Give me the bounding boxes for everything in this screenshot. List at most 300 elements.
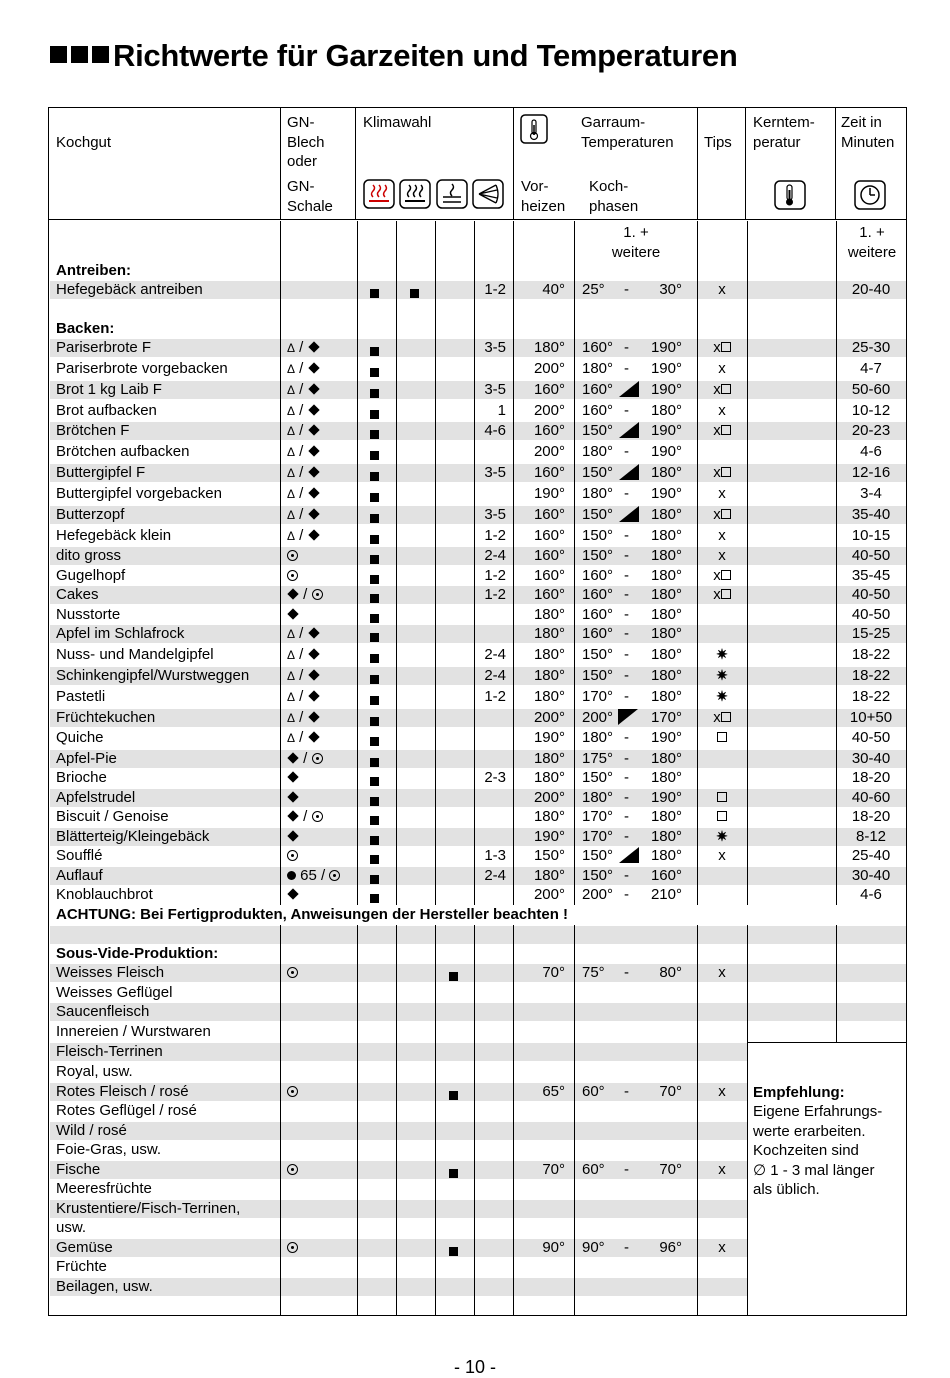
klima-combi-marker bbox=[449, 1087, 458, 1105]
ramp-down-icon bbox=[618, 709, 638, 727]
klima-heat-marker bbox=[370, 447, 379, 465]
page-title bbox=[50, 38, 737, 74]
phase-separator: - bbox=[624, 789, 629, 806]
header-vorheizen: Vor- heizen bbox=[521, 178, 566, 215]
gn-symbol bbox=[287, 789, 299, 806]
shelf-count: 2-4 bbox=[484, 867, 506, 884]
gn-symbol bbox=[287, 547, 298, 564]
shelf-count: 1-2 bbox=[484, 586, 506, 603]
phase-start-temp: 160° bbox=[582, 586, 614, 603]
phase-start-temp: 90° bbox=[582, 1239, 605, 1256]
ramp-up-icon bbox=[619, 422, 639, 440]
row-name: dito gross bbox=[56, 547, 122, 564]
phase-end-temp: 190° bbox=[650, 360, 682, 377]
preheat-temp: 160° bbox=[533, 547, 565, 564]
page-title-text: Richtwerte für Garzeiten und Temperaturen bbox=[113, 38, 738, 73]
preheat-temp: 70° bbox=[542, 964, 565, 981]
tip-marker: x bbox=[718, 1239, 726, 1256]
gn-symbol bbox=[287, 964, 298, 981]
row-name: Buttergipfel F bbox=[56, 464, 146, 481]
row-name: Fleisch-Terrinen bbox=[56, 1043, 163, 1060]
shelf-count: 1-2 bbox=[484, 688, 506, 705]
preheat-temp: 200° bbox=[533, 886, 565, 903]
phase-start-temp: 150° bbox=[582, 867, 614, 884]
phase-end-temp: 190° bbox=[650, 789, 682, 806]
klima-heat-marker bbox=[370, 793, 379, 811]
gn-symbol: Δ / bbox=[287, 646, 320, 664]
shelf-count: 4-6 bbox=[484, 422, 506, 439]
phase-start-temp: 180° bbox=[582, 485, 614, 502]
phase-separator: - bbox=[624, 281, 629, 298]
row-stripe bbox=[50, 750, 906, 768]
core-thermometer-icon bbox=[774, 180, 806, 210]
time-minutes: 25-40 bbox=[851, 847, 891, 864]
time-minutes: 18-20 bbox=[851, 769, 891, 786]
phase-separator: - bbox=[624, 625, 629, 642]
klima-heat-marker bbox=[370, 590, 379, 608]
gn-symbol: Δ / bbox=[287, 402, 320, 420]
empfehlung-line: ∅ 1 - 3 mal länger bbox=[753, 1162, 875, 1179]
time-minutes: 4-6 bbox=[860, 443, 882, 460]
phase-start-temp: 170° bbox=[582, 828, 614, 845]
preheat-temp: 90° bbox=[542, 1239, 565, 1256]
row-stripe bbox=[50, 964, 906, 982]
preheat-temp: 160° bbox=[533, 464, 565, 481]
preheat-temp: 180° bbox=[533, 625, 565, 642]
preheat-temp: 160° bbox=[533, 527, 565, 544]
klima-heat-marker bbox=[370, 692, 379, 710]
column-line bbox=[280, 221, 281, 1315]
phase-start-temp: 200° bbox=[582, 709, 614, 726]
phase-separator: - bbox=[624, 567, 629, 584]
header-column-line bbox=[835, 107, 836, 220]
gn-symbol: Δ / bbox=[287, 729, 320, 747]
shelf-count: 1-3 bbox=[484, 847, 506, 864]
phase-end-temp: 190° bbox=[650, 422, 682, 439]
phase-separator: - bbox=[624, 606, 629, 623]
time-minutes: 30-40 bbox=[851, 750, 891, 767]
phase-start-temp: 200° bbox=[582, 886, 614, 903]
time-minutes: 10-12 bbox=[851, 402, 891, 419]
gn-symbol: Δ / bbox=[287, 381, 320, 399]
klima-heat-marker bbox=[370, 812, 379, 830]
row-name: Weisses Geflügel bbox=[56, 984, 173, 1001]
phase-end-temp: 180° bbox=[650, 567, 682, 584]
preheat-temp: 180° bbox=[533, 339, 565, 356]
klima-heat-marker bbox=[370, 773, 379, 791]
shelf-count: 1-2 bbox=[484, 281, 506, 298]
phase-end-temp: 180° bbox=[650, 586, 682, 603]
phase-start-temp: 75° bbox=[582, 964, 605, 981]
preheat-temp: 180° bbox=[533, 606, 565, 623]
ramp-up-icon bbox=[619, 506, 639, 524]
subheader-zeit: 1. + weitere bbox=[847, 224, 897, 261]
time-minutes: 12-16 bbox=[851, 464, 891, 481]
klima-heat-marker bbox=[370, 610, 379, 628]
phase-separator: - bbox=[624, 443, 629, 460]
row-stripe bbox=[50, 926, 906, 944]
tip-marker bbox=[692, 789, 752, 806]
combi-mode-icon bbox=[436, 179, 468, 209]
tip-marker: x bbox=[718, 485, 726, 502]
row-name: usw. bbox=[56, 1219, 87, 1236]
time-minutes: 4-7 bbox=[860, 360, 882, 377]
time-minutes: 40-50 bbox=[851, 547, 891, 564]
header-gn-blech: GN- Blech oder bbox=[287, 114, 325, 170]
tip-marker: x bbox=[692, 506, 752, 523]
klima-heat-marker bbox=[370, 571, 379, 589]
header-garraum: Garraum- Temperaturen bbox=[581, 114, 674, 151]
phase-separator: - bbox=[624, 339, 629, 356]
row-name: Quiche bbox=[56, 729, 104, 746]
klima-heat-marker bbox=[370, 406, 379, 424]
gn-symbol bbox=[287, 567, 298, 584]
time-minutes: 4-6 bbox=[860, 886, 882, 903]
row-name: Brot aufbacken bbox=[56, 402, 157, 419]
row-name: Früchte bbox=[56, 1258, 107, 1275]
tip-marker bbox=[692, 729, 752, 746]
shelf-count: 1-2 bbox=[484, 527, 506, 544]
ramp-up-icon bbox=[619, 847, 639, 865]
preheat-temp: 65° bbox=[542, 1083, 565, 1100]
gn-symbol: Δ / bbox=[287, 485, 320, 503]
time-minutes: 15-25 bbox=[851, 625, 891, 642]
phase-end-temp: 30° bbox=[659, 281, 682, 298]
klima-combi-marker bbox=[449, 968, 458, 986]
row-name: Brötchen aufbacken bbox=[56, 443, 190, 460]
klima-heat-marker bbox=[370, 385, 379, 403]
phase-end-temp: 190° bbox=[650, 339, 682, 356]
time-minutes: 50-60 bbox=[851, 381, 891, 398]
row-name: Gemüse bbox=[56, 1239, 113, 1256]
phase-separator: - bbox=[624, 485, 629, 502]
tip-marker: x bbox=[718, 1083, 726, 1100]
time-minutes: 18-22 bbox=[851, 688, 891, 705]
header-rule bbox=[48, 219, 907, 220]
phase-end-temp: 180° bbox=[650, 464, 682, 481]
phase-start-temp: 150° bbox=[582, 464, 614, 481]
phase-separator: - bbox=[624, 586, 629, 603]
header-column-line bbox=[745, 107, 746, 220]
gn-symbol: Δ / bbox=[287, 422, 320, 440]
phase-start-temp: 150° bbox=[582, 769, 614, 786]
tip-marker: x bbox=[692, 339, 752, 356]
phase-start-temp: 160° bbox=[582, 606, 614, 623]
klima-heat-marker bbox=[370, 754, 379, 772]
gn-symbol: Δ / bbox=[287, 688, 320, 706]
tip-marker: x bbox=[718, 527, 726, 544]
row-name: Hefegebäck antreiben bbox=[56, 281, 203, 298]
row-name: Foie-Gras, usw. bbox=[56, 1141, 162, 1158]
phase-start-temp: 160° bbox=[582, 567, 614, 584]
gn-symbol: / bbox=[287, 586, 323, 603]
empfehlung-line: werte erarbeiten. bbox=[753, 1123, 866, 1140]
preheat-temp: 200° bbox=[533, 360, 565, 377]
time-minutes: 40-50 bbox=[851, 729, 891, 746]
shelf-count: 3-5 bbox=[484, 464, 506, 481]
time-minutes: 10-15 bbox=[851, 527, 891, 544]
shelf-count: 2-3 bbox=[484, 769, 506, 786]
row-name: Rotes Geflügel / rosé bbox=[56, 1102, 197, 1119]
phase-start-temp: 150° bbox=[582, 646, 614, 663]
header-column-line bbox=[513, 107, 514, 220]
row-name: Pariserbrote vorgebacken bbox=[56, 360, 228, 377]
empfehlung-line: Eigene Erfahrungs- bbox=[753, 1103, 883, 1120]
thermometer-oven-icon bbox=[519, 113, 549, 145]
gn-symbol bbox=[287, 886, 299, 903]
phase-start-temp: 60° bbox=[582, 1083, 605, 1100]
klima-combi-marker bbox=[449, 1165, 458, 1183]
header-klimawahl: Klimawahl bbox=[363, 114, 432, 131]
klima-heat-marker bbox=[370, 671, 379, 689]
gn-symbol: / bbox=[287, 808, 323, 825]
phase-separator: - bbox=[624, 867, 629, 884]
subheader-kochphasen: 1. + weitere bbox=[611, 224, 661, 261]
row-name: Wild / rosé bbox=[56, 1122, 127, 1139]
gn-symbol: Δ / bbox=[287, 667, 320, 685]
shelf-count: 2-4 bbox=[484, 646, 506, 663]
tip-marker: x bbox=[718, 360, 726, 377]
klima-heat-marker bbox=[370, 851, 379, 869]
column-line bbox=[435, 221, 436, 1315]
convection-mode-icon bbox=[472, 179, 504, 209]
phase-start-temp: 60° bbox=[582, 1161, 605, 1178]
clock-icon bbox=[854, 180, 886, 210]
gn-symbol: 65 / bbox=[287, 867, 340, 884]
time-minutes: 3-4 bbox=[860, 485, 882, 502]
row-name: Meeresfrüchte bbox=[56, 1180, 152, 1197]
row-name: Saucenfleisch bbox=[56, 1003, 150, 1020]
preheat-temp: 160° bbox=[533, 586, 565, 603]
phase-start-temp: 180° bbox=[582, 729, 614, 746]
row-stripe bbox=[50, 789, 906, 807]
phase-separator: - bbox=[624, 828, 629, 845]
tip-marker: ✷ bbox=[716, 646, 728, 662]
row-name: Hefegebäck klein bbox=[56, 527, 172, 544]
phase-start-temp: 160° bbox=[582, 402, 614, 419]
phase-end-temp: 180° bbox=[650, 828, 682, 845]
row-name: Krustentiere/Fisch-Terrinen, bbox=[56, 1200, 241, 1217]
header-column-line bbox=[697, 107, 698, 220]
preheat-temp: 160° bbox=[533, 381, 565, 398]
column-line bbox=[513, 221, 514, 1315]
phase-start-temp: 170° bbox=[582, 808, 614, 825]
column-line bbox=[357, 221, 358, 1315]
phase-start-temp: 150° bbox=[582, 527, 614, 544]
phase-end-temp: 170° bbox=[650, 709, 682, 726]
gn-symbol bbox=[287, 847, 298, 864]
phase-end-temp: 180° bbox=[650, 847, 682, 864]
section-achtung: ACHTUNG: Bei Fertigprodukten, Anweisungen der Hersteller beachten ! bbox=[56, 906, 569, 923]
column-line bbox=[574, 221, 575, 1315]
phase-start-temp: 170° bbox=[582, 688, 614, 705]
klima-combi-marker bbox=[449, 1243, 458, 1261]
time-minutes: 18-20 bbox=[851, 808, 891, 825]
phase-separator: - bbox=[624, 1239, 629, 1256]
header-column-line bbox=[280, 107, 281, 220]
phase-end-temp: 180° bbox=[650, 688, 682, 705]
gn-symbol bbox=[287, 1083, 298, 1100]
klima-heat-marker bbox=[370, 551, 379, 569]
tip-marker bbox=[692, 808, 752, 825]
phase-separator: - bbox=[624, 527, 629, 544]
time-minutes: 30-40 bbox=[851, 867, 891, 884]
shelf-count: 2-4 bbox=[484, 547, 506, 564]
preheat-temp: 190° bbox=[533, 729, 565, 746]
row-name: Pastetli bbox=[56, 688, 106, 705]
phase-end-temp: 180° bbox=[650, 527, 682, 544]
shelf-count: 1 bbox=[497, 402, 506, 419]
row-name: Buttergipfel vorgebacken bbox=[56, 485, 222, 502]
tip-marker: x bbox=[718, 547, 726, 564]
klima-heat-marker bbox=[370, 713, 379, 731]
klima-heat-marker bbox=[370, 426, 379, 444]
tip-marker: x bbox=[718, 847, 726, 864]
phase-separator: - bbox=[624, 667, 629, 684]
shelf-count: 2-4 bbox=[484, 667, 506, 684]
preheat-temp: 200° bbox=[533, 789, 565, 806]
time-minutes: 40-50 bbox=[851, 606, 891, 623]
empfehlung-title: Empfehlung: bbox=[753, 1084, 845, 1101]
phase-start-temp: 150° bbox=[582, 422, 614, 439]
ramp-up-icon bbox=[619, 464, 639, 482]
klima-heat-marker bbox=[370, 629, 379, 647]
gn-symbol bbox=[287, 1239, 298, 1256]
phase-start-temp: 160° bbox=[582, 381, 614, 398]
phase-separator: - bbox=[624, 360, 629, 377]
phase-end-temp: 190° bbox=[650, 485, 682, 502]
row-name: Biscuit / Genoise bbox=[56, 808, 169, 825]
klima-heat-marker bbox=[370, 489, 379, 507]
row-name: Beilagen, usw. bbox=[56, 1278, 153, 1295]
row-name: Apfel-Pie bbox=[56, 750, 117, 767]
time-minutes: 10+50 bbox=[849, 709, 893, 726]
tip-marker: x bbox=[718, 402, 726, 419]
time-minutes: 35-45 bbox=[851, 567, 891, 584]
header-zeit: Zeit in Minuten bbox=[841, 114, 895, 151]
gn-symbol: Δ / bbox=[287, 506, 320, 524]
klima-heat-marker bbox=[370, 650, 379, 668]
shelf-count: 3-5 bbox=[484, 506, 506, 523]
phase-start-temp: 150° bbox=[582, 847, 614, 864]
phase-start-temp: 160° bbox=[582, 339, 614, 356]
klima-heat-marker bbox=[370, 510, 379, 528]
shelf-count: 1-2 bbox=[484, 567, 506, 584]
tip-marker: ✷ bbox=[716, 828, 728, 844]
phase-end-temp: 190° bbox=[650, 729, 682, 746]
row-name: Apfelstrudel bbox=[56, 789, 136, 806]
preheat-temp: 200° bbox=[533, 443, 565, 460]
preheat-temp: 180° bbox=[533, 688, 565, 705]
time-minutes: 25-30 bbox=[851, 339, 891, 356]
row-name: Brioche bbox=[56, 769, 107, 786]
shelf-count: 3-5 bbox=[484, 339, 506, 356]
empfehlung-line: als üblich. bbox=[753, 1181, 820, 1198]
tip-marker: ✷ bbox=[716, 688, 728, 704]
klima-heat-marker bbox=[370, 364, 379, 382]
preheat-temp: 160° bbox=[533, 567, 565, 584]
preheat-temp: 190° bbox=[533, 485, 565, 502]
phase-start-temp: 150° bbox=[582, 506, 614, 523]
phase-start-temp: 180° bbox=[582, 360, 614, 377]
header-column-line bbox=[355, 107, 356, 220]
row-name: Innereien / Wurstwaren bbox=[56, 1023, 211, 1040]
empfehlung-line: Kochzeiten sind bbox=[753, 1142, 859, 1159]
tip-marker: x bbox=[692, 586, 752, 603]
phase-start-temp: 180° bbox=[582, 789, 614, 806]
klima-heat-marker bbox=[370, 468, 379, 486]
phase-end-temp: 70° bbox=[659, 1083, 682, 1100]
phase-end-temp: 80° bbox=[659, 964, 682, 981]
gn-symbol: Δ / bbox=[287, 443, 320, 461]
row-name: Apfel im Schlafrock bbox=[56, 625, 185, 642]
preheat-temp: 180° bbox=[533, 646, 565, 663]
preheat-temp: 180° bbox=[533, 769, 565, 786]
section-antreiben: Antreiben: bbox=[56, 262, 131, 279]
phase-end-temp: 160° bbox=[650, 867, 682, 884]
header-kerntemperatur: Kerntem- peratur bbox=[753, 114, 815, 151]
row-name: Gugelhopf bbox=[56, 567, 126, 584]
row-name: Rotes Fleisch / rosé bbox=[56, 1083, 189, 1100]
steam-mode-icon bbox=[399, 179, 431, 209]
phase-end-temp: 180° bbox=[650, 646, 682, 663]
preheat-temp: 200° bbox=[533, 709, 565, 726]
klima-heat-marker bbox=[370, 531, 379, 549]
klima-heat-marker bbox=[370, 871, 379, 889]
ramp-up-icon bbox=[619, 381, 639, 399]
empfehlung-rule bbox=[747, 1042, 907, 1043]
gn-symbol bbox=[287, 1161, 298, 1178]
gn-symbol bbox=[287, 769, 299, 786]
phase-separator: - bbox=[624, 547, 629, 564]
phase-start-temp: 180° bbox=[582, 443, 614, 460]
section-backen: Backen: bbox=[56, 320, 115, 337]
preheat-temp: 180° bbox=[533, 667, 565, 684]
time-minutes: 18-22 bbox=[851, 646, 891, 663]
preheat-temp: 160° bbox=[533, 422, 565, 439]
tip-marker: x bbox=[718, 281, 726, 298]
header-kochphasen: Koch- phasen bbox=[589, 178, 639, 215]
preheat-temp: 150° bbox=[533, 847, 565, 864]
preheat-temp: 180° bbox=[533, 867, 565, 884]
shelf-count: 3-5 bbox=[484, 381, 506, 398]
phase-end-temp: 180° bbox=[650, 750, 682, 767]
phase-end-temp: 190° bbox=[650, 443, 682, 460]
tip-marker: x bbox=[692, 422, 752, 439]
klima-heat-marker bbox=[370, 832, 379, 850]
phase-separator: - bbox=[624, 688, 629, 705]
klima-heat-marker bbox=[370, 285, 379, 303]
column-line bbox=[396, 221, 397, 1315]
section-sousvide: Sous-Vide-Produktion: bbox=[56, 945, 219, 962]
row-name: Blätterteig/Kleingebäck bbox=[56, 828, 210, 845]
phase-end-temp: 180° bbox=[650, 808, 682, 825]
row-name: Weisses Fleisch bbox=[56, 964, 165, 981]
row-name: Brot 1 kg Laib F bbox=[56, 381, 162, 398]
phase-separator: - bbox=[624, 646, 629, 663]
header-gn-schale: GN- Schale bbox=[287, 178, 333, 215]
header-tips: Tips bbox=[704, 134, 732, 151]
phase-start-temp: 150° bbox=[582, 667, 614, 684]
gn-symbol: Δ / bbox=[287, 339, 320, 357]
gn-symbol: Δ / bbox=[287, 709, 320, 727]
phase-end-temp: 70° bbox=[659, 1161, 682, 1178]
phase-separator: - bbox=[624, 402, 629, 419]
phase-separator: - bbox=[624, 1083, 629, 1100]
gn-symbol: Δ / bbox=[287, 527, 320, 545]
row-name: Früchtekuchen bbox=[56, 709, 156, 726]
tip-marker: x bbox=[692, 464, 752, 481]
